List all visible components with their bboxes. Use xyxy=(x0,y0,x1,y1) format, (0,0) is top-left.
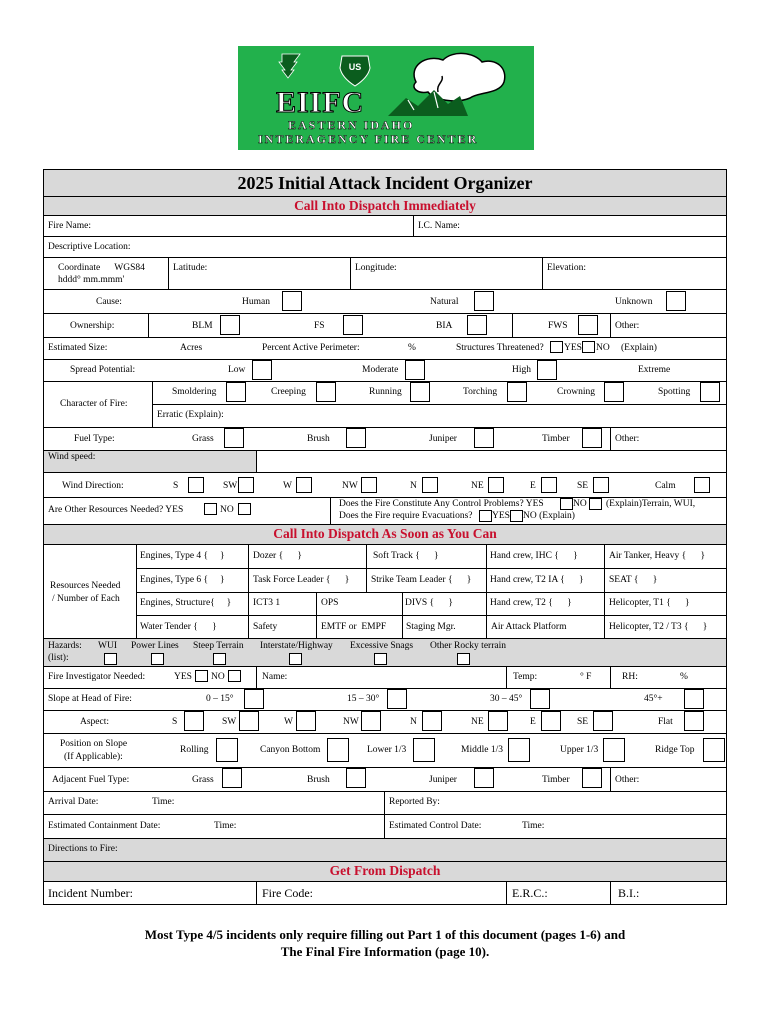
position-upper-label: Upper 1/3 xyxy=(560,745,599,755)
resource-ops: OPS xyxy=(321,598,339,608)
wind-speed-label: Wind speed: xyxy=(48,452,96,462)
footer-note-line1: Most Type 4/5 incidents only require filling out Part 1 of this document (pages 1-6) and xyxy=(144,927,626,942)
directions-label: Directions to Fire: xyxy=(48,844,118,854)
character-erratic-label: Erratic (Explain): xyxy=(157,410,224,420)
wind-se-label: SE xyxy=(577,481,589,491)
adj-fuel-brush-checkbox[interactable] xyxy=(346,768,366,788)
position-label-line2: (If Applicable): xyxy=(64,752,123,762)
aspect-flat-label: Flat xyxy=(658,717,673,727)
resource-soft-track: Soft Track { } xyxy=(373,551,439,561)
hazard-other-rocky-label: Other Rocky terrain xyxy=(430,641,506,651)
aspect-label: Aspect: xyxy=(80,717,110,727)
hazard-excessive-snags-checkbox[interactable] xyxy=(374,653,387,665)
position-rolling-label: Rolling xyxy=(180,745,209,755)
control-problems-label: Does the Fire Constitute Any Control Problems? YES xyxy=(339,499,544,509)
position-upper-checkbox[interactable] xyxy=(603,738,625,762)
spread-high-label: High xyxy=(512,365,531,375)
spread-moderate-checkbox[interactable] xyxy=(405,360,425,380)
fuel-type-label: Fuel Type: xyxy=(74,434,115,444)
resource-hand-crew-t2ia: Hand crew, T2 IA { } xyxy=(490,575,584,585)
aspect-s-checkbox[interactable] xyxy=(184,711,204,731)
position-middle-label: Middle 1/3 xyxy=(461,745,503,755)
fuel-juniper-label: Juniper xyxy=(429,434,457,444)
resource-engines-structure: Engines, Structure{ } xyxy=(140,598,232,608)
bi-label: B.I.: xyxy=(618,886,640,900)
character-creeping-label: Creeping xyxy=(271,387,306,397)
fuel-other-label: Other: xyxy=(615,434,640,444)
resource-dozer: Dozer { } xyxy=(253,551,302,561)
spread-moderate-label: Moderate xyxy=(362,365,399,375)
cause-label: Cause: xyxy=(96,297,122,307)
hazards-label: Hazards: xyxy=(48,641,82,651)
resource-staging-mgr: Staging Mgr. xyxy=(406,622,456,632)
structures-label: Structures Threatened? xyxy=(456,343,544,353)
position-ridge-label: Ridge Top xyxy=(655,745,695,755)
slope-45-plus-checkbox[interactable] xyxy=(684,689,704,709)
hazard-wui-checkbox[interactable] xyxy=(104,653,117,665)
logo-acronym: EIIFC xyxy=(276,86,365,119)
slope-15-30-checkbox[interactable] xyxy=(387,689,407,709)
arrival-date-label: Arrival Date: xyxy=(48,797,99,807)
rh-label: RH: xyxy=(622,672,638,682)
ownership-bia-label: BIA xyxy=(436,321,453,331)
position-rolling-checkbox[interactable] xyxy=(216,738,238,762)
descriptive-location-label: Descriptive Location: xyxy=(48,242,131,252)
slope-45-plus-label: 45°+ xyxy=(644,694,663,704)
other-resources-no-label: NO xyxy=(220,505,234,515)
adj-fuel-brush-label: Brush xyxy=(307,775,330,785)
est-control-label: Estimated Control Date: xyxy=(389,821,482,831)
wind-sw-label: SW xyxy=(223,481,238,491)
wind-e-label: E xyxy=(530,481,536,491)
hazard-wui-label: WUI xyxy=(98,641,117,651)
evac-no-checkbox[interactable] xyxy=(510,510,523,522)
hazard-excessive-snags-label: Excessive Snags xyxy=(350,641,414,651)
aspect-ne-label: NE xyxy=(471,717,484,727)
hazard-interstate-checkbox[interactable] xyxy=(289,653,302,665)
evac-yes-checkbox[interactable] xyxy=(479,510,492,522)
resource-strike-team-leader: Strike Team Leader { } xyxy=(371,575,472,585)
evacuations-label: Does the Fire require Evacuations? xyxy=(339,511,473,521)
resource-emtf-empf: EMTF or EMPF xyxy=(321,622,387,632)
cause-unknown-label: Unknown xyxy=(615,297,653,307)
ownership-blm-label: BLM xyxy=(192,321,213,331)
position-middle-checkbox[interactable] xyxy=(508,738,530,762)
resource-water-tender: Water Tender { } xyxy=(140,622,217,632)
control-no-checkbox[interactable] xyxy=(589,498,602,510)
estimated-size-label: Estimated Size: xyxy=(48,343,108,353)
fuel-brush-checkbox[interactable] xyxy=(346,428,366,448)
slope-0-15-label: 0 – 15° xyxy=(206,694,234,704)
aspect-se-label: SE xyxy=(577,717,589,727)
fuel-grass-label: Grass xyxy=(192,434,214,444)
aspect-e-label: E xyxy=(530,717,536,727)
wind-se-checkbox[interactable] xyxy=(593,477,609,493)
position-canyon-checkbox[interactable] xyxy=(327,738,349,762)
adj-fuel-grass-checkbox[interactable] xyxy=(222,768,242,788)
structures-yes-checkbox[interactable] xyxy=(550,341,563,353)
spread-potential-label: Spread Potential: xyxy=(70,365,136,375)
wind-ne-label: NE xyxy=(471,481,484,491)
wind-ne-checkbox[interactable] xyxy=(488,477,504,493)
structures-no-label: NO xyxy=(596,343,610,353)
section-call-soon: Call Into Dispatch As Soon as You Can xyxy=(273,526,497,541)
temp-unit: ° F xyxy=(580,672,592,682)
character-crowning-checkbox[interactable] xyxy=(604,382,624,402)
character-running-checkbox[interactable] xyxy=(410,382,430,402)
aspect-se-checkbox[interactable] xyxy=(593,711,613,731)
ownership-fws-label: FWS xyxy=(548,321,568,331)
cause-unknown-checkbox[interactable] xyxy=(666,291,686,311)
containment-time-label: Time: xyxy=(214,821,237,831)
fuel-grass-checkbox[interactable] xyxy=(224,428,244,448)
evac-yes-label: YES xyxy=(492,511,510,521)
percent-sign: % xyxy=(408,343,416,353)
aspect-sw-label: SW xyxy=(222,717,237,727)
aspect-w-label: W xyxy=(284,717,293,727)
aspect-ne-checkbox[interactable] xyxy=(488,711,508,731)
character-spotting-label: Spotting xyxy=(658,387,691,397)
wind-calm-checkbox[interactable] xyxy=(694,477,710,493)
hazard-power-lines-checkbox[interactable] xyxy=(151,653,164,665)
character-running-label: Running xyxy=(369,387,402,397)
control-no-label: NO xyxy=(573,499,587,509)
investigator-no-label: NO xyxy=(211,672,225,682)
arrival-time-label: Time: xyxy=(152,797,175,807)
rh-unit: % xyxy=(680,672,688,682)
aspect-flat-checkbox[interactable] xyxy=(684,711,704,731)
wind-w-checkbox[interactable] xyxy=(296,477,312,493)
wind-n-label: N xyxy=(410,481,417,491)
coordinate-format: hddd° mm.mmm' xyxy=(58,275,125,285)
resource-divs: DIVS { } xyxy=(405,598,453,608)
wind-e-checkbox[interactable] xyxy=(541,477,557,493)
latitude-label: Latitude: xyxy=(173,263,208,273)
slope-15-30-label: 15 – 30° xyxy=(347,694,380,704)
structures-no-checkbox[interactable] xyxy=(582,341,595,353)
other-resources-label: Are Other Resources Needed? YES xyxy=(48,505,184,515)
adjacent-fuel-label: Adjacent Fuel Type: xyxy=(52,775,130,785)
spread-extreme-label: Extreme xyxy=(638,365,671,375)
character-smoldering-checkbox[interactable] xyxy=(226,382,246,402)
character-spotting-checkbox[interactable] xyxy=(700,382,720,402)
ownership-label: Ownership: xyxy=(70,321,115,331)
fire-name-label: Fire Name: xyxy=(48,221,92,231)
ic-name-label: I.C. Name: xyxy=(418,221,460,231)
longitude-label: Longitude: xyxy=(355,263,397,273)
wind-direction-label: Wind Direction: xyxy=(62,481,124,491)
structures-yes-label: YES xyxy=(564,343,582,353)
resource-safety: Safety xyxy=(253,622,278,632)
directions-bar xyxy=(44,838,726,861)
wind-s-label: S xyxy=(173,481,179,491)
character-torching-checkbox[interactable] xyxy=(507,382,527,402)
coordinate-label: Coordinate WGS84 xyxy=(58,263,145,273)
hazard-power-lines-label: Power Lines xyxy=(131,641,179,651)
elevation-label: Elevation: xyxy=(547,263,587,273)
section-get-from-dispatch: Get From Dispatch xyxy=(329,863,441,878)
acres-label: Acres xyxy=(180,343,203,353)
character-smoldering-label: Smoldering xyxy=(172,387,217,397)
percent-perimeter-label: Percent Active Perimeter: xyxy=(262,343,360,353)
hazards-list-label: (list): xyxy=(48,653,69,663)
est-containment-label: Estimated Containment Date: xyxy=(48,821,161,831)
page-title: 2025 Initial Attack Incident Organizer xyxy=(237,173,533,193)
resource-hand-crew-ihc: Hand crew, IHC { } xyxy=(490,551,578,561)
fuel-timber-checkbox[interactable] xyxy=(582,428,602,448)
character-label: Character of Fire: xyxy=(60,399,128,409)
logo-line1: EASTERN IDAHO xyxy=(288,118,415,132)
resource-seat: SEAT { } xyxy=(609,575,658,585)
footer-note-line2: The Final Fire Information (page 10). xyxy=(280,944,490,959)
resource-task-force-leader: Task Force Leader { } xyxy=(253,575,350,585)
investigator-yes-label: YES xyxy=(174,672,192,682)
ownership-bia-checkbox[interactable] xyxy=(467,315,487,335)
cause-natural-label: Natural xyxy=(430,297,459,307)
wind-w-label: W xyxy=(283,481,292,491)
slope-label: Slope at Head of Fire: xyxy=(48,694,132,704)
aspect-sw-checkbox[interactable] xyxy=(239,711,259,731)
logo xyxy=(238,46,534,150)
section-call-immediately: Call Into Dispatch Immediately xyxy=(294,198,476,213)
investigator-yes-checkbox[interactable] xyxy=(195,670,208,682)
investigator-name-label: Name: xyxy=(262,672,288,682)
hazard-interstate-label: Interstate/Highway xyxy=(260,641,333,651)
ownership-fs-label: FS xyxy=(314,321,325,331)
control-yes-checkbox[interactable] xyxy=(560,498,573,510)
resource-helicopter-t2t3: Helicopter, T2 / T3 { } xyxy=(609,622,708,632)
resource-helicopter-t1: Helicopter, T1 { } xyxy=(609,598,690,608)
adj-fuel-juniper-checkbox[interactable] xyxy=(474,768,494,788)
cause-human-checkbox[interactable] xyxy=(282,291,302,311)
resource-engines-type6: Engines, Type 6 { } xyxy=(140,575,225,585)
resource-engines-type4: Engines, Type 4 { } xyxy=(140,551,225,561)
aspect-w-checkbox[interactable] xyxy=(296,711,316,731)
ownership-other-label: Other: xyxy=(615,321,640,331)
temp-label: Temp: xyxy=(513,672,538,682)
character-torching-label: Torching xyxy=(463,387,498,397)
adj-fuel-juniper-label: Juniper xyxy=(429,775,457,785)
aspect-nw-checkbox[interactable] xyxy=(361,711,381,731)
spread-low-label: Low xyxy=(228,365,246,375)
other-resources-no-checkbox[interactable] xyxy=(238,503,251,515)
position-label-line1: Position on Slope xyxy=(60,739,128,749)
ownership-fs-checkbox[interactable] xyxy=(343,315,363,335)
fire-code-label: Fire Code: xyxy=(262,886,313,900)
wind-sw-checkbox[interactable] xyxy=(238,477,254,493)
adj-fuel-timber-label: Timber xyxy=(542,775,570,785)
adj-fuel-timber-checkbox[interactable] xyxy=(582,768,602,788)
wind-calm-label: Calm xyxy=(655,481,676,491)
resource-air-attack: Air Attack Platform xyxy=(491,622,567,632)
hazard-steep-terrain-checkbox[interactable] xyxy=(213,653,226,665)
resource-air-tanker-heavy: Air Tanker, Heavy { } xyxy=(609,551,706,561)
wind-nw-checkbox[interactable] xyxy=(361,477,377,493)
character-crowning-label: Crowning xyxy=(557,387,595,397)
structures-explain: (Explain) xyxy=(621,343,657,353)
aspect-n-label: N xyxy=(410,717,417,727)
character-creeping-checkbox[interactable] xyxy=(316,382,336,402)
control-explain: (Explain)Terrain, WUI, xyxy=(606,499,696,509)
slope-30-45-label: 30 – 45° xyxy=(490,694,523,704)
cause-human-label: Human xyxy=(242,297,270,307)
investigator-label: Fire Investigator Needed: xyxy=(48,672,146,682)
resource-ict3: ICT3 1 xyxy=(253,598,281,608)
aspect-e-checkbox[interactable] xyxy=(541,711,561,731)
erc-label: E.R.C.: xyxy=(512,886,548,900)
aspect-n-checkbox[interactable] xyxy=(422,711,442,731)
aspect-nw-label: NW xyxy=(343,717,359,727)
fuel-brush-label: Brush xyxy=(307,434,330,444)
fuel-timber-label: Timber xyxy=(542,434,570,444)
hazard-other-rocky-checkbox[interactable] xyxy=(457,653,470,665)
logo-badge: US xyxy=(348,62,362,72)
wind-nw-label: NW xyxy=(342,481,358,491)
reported-by-label: Reported By: xyxy=(389,797,440,807)
ownership-fws-checkbox[interactable] xyxy=(578,315,598,335)
other-resources-yes-checkbox[interactable] xyxy=(204,503,217,515)
cause-natural-checkbox[interactable] xyxy=(474,291,494,311)
incident-number-label: Incident Number: xyxy=(48,886,133,900)
hazard-steep-terrain-label: Steep Terrain xyxy=(193,641,244,651)
spread-high-checkbox[interactable] xyxy=(537,360,557,380)
adj-fuel-grass-label: Grass xyxy=(192,775,214,785)
resource-hand-crew-t2: Hand crew, T2 { } xyxy=(490,598,572,608)
resources-label-line1: Resources Needed xyxy=(50,581,121,591)
resources-label-line2: / Number of Each xyxy=(52,594,120,604)
evac-no-label: NO (Explain) xyxy=(523,511,575,521)
position-lower-checkbox[interactable] xyxy=(413,738,435,762)
ownership-blm-checkbox[interactable] xyxy=(220,315,240,335)
investigator-no-checkbox[interactable] xyxy=(228,670,241,682)
position-canyon-label: Canyon Bottom xyxy=(260,745,321,755)
adj-fuel-other-label: Other: xyxy=(615,775,640,785)
aspect-s-label: S xyxy=(172,717,178,727)
control-time-label: Time: xyxy=(522,821,545,831)
spread-low-checkbox[interactable] xyxy=(252,360,272,380)
wind-n-checkbox[interactable] xyxy=(422,477,438,493)
fuel-juniper-checkbox[interactable] xyxy=(474,428,494,448)
position-ridge-checkbox[interactable] xyxy=(703,738,725,762)
wind-s-checkbox[interactable] xyxy=(188,477,204,493)
logo-line2: INTERAGENCY FIRE CENTER xyxy=(258,132,479,146)
slope-30-45-checkbox[interactable] xyxy=(530,689,550,709)
position-lower-label: Lower 1/3 xyxy=(367,745,407,755)
slope-0-15-checkbox[interactable] xyxy=(244,689,264,709)
